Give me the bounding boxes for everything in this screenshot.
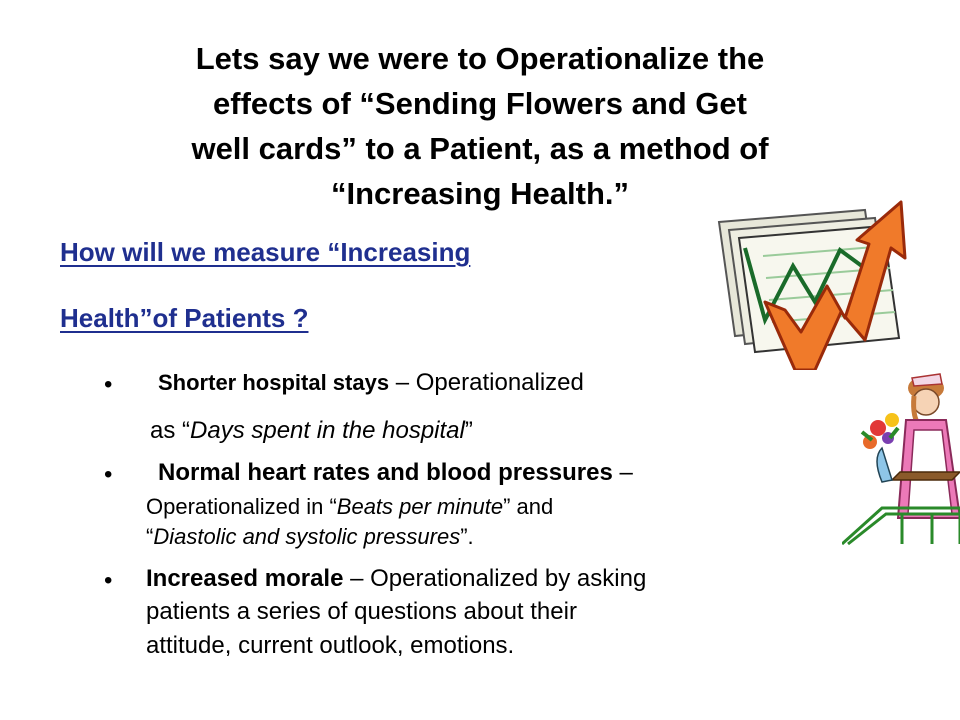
bullet-1-text: Operationalized — [415, 369, 584, 396]
bullet-3-line-3: attitude, current outlook, emotions. — [146, 632, 515, 659]
bullet-marker: • — [104, 371, 113, 398]
bullet-1-line-1 — [158, 369, 584, 397]
bullet-1-cont-pre: as “ — [150, 417, 191, 444]
bullet-2-l2-pre: Operationalized in “ — [146, 494, 337, 519]
bullet-2-line-1 — [158, 459, 633, 487]
bullet-1-cont-italic: Days spent in the hospital — [190, 417, 465, 444]
bullet-marker: • — [104, 567, 113, 594]
bullet-2-l3-italic: Diastolic and systolic pressures — [153, 524, 461, 549]
bullet-1-heading: Shorter hospital stays — [158, 370, 390, 395]
bullet-1-line-2 — [150, 417, 473, 445]
bullet-2-l3-post: ”. — [460, 524, 474, 549]
title-line-3: well cards” to a Patient, as a method of — [191, 131, 769, 166]
bullet-2-l2-post: ” and — [503, 494, 554, 519]
title-line-2: effects of “Sending Flowers and Get — [213, 86, 747, 121]
bullet-2-dash: – — [612, 459, 633, 486]
nurse-with-flowers-clipart-icon — [842, 368, 960, 546]
bullet-2-heading: Normal heart rates and blood pressures — [158, 459, 613, 486]
bullet-1-cont-post: ” — [464, 417, 473, 444]
subheading-link-line-1[interactable]: How will we measure “Increasing — [60, 237, 471, 267]
bullet-2-line-3 — [146, 524, 474, 550]
title-line-1: Lets say we were to Operationalize the — [195, 41, 765, 76]
bullet-2-l3-pre: “ — [146, 524, 154, 549]
bullet-2-line-2 — [146, 494, 553, 520]
title-line-4: “Increasing Health.” — [330, 176, 630, 211]
bullet-3-text: Operationalized by asking — [370, 565, 647, 592]
bullet-3-line-2: patients a series of questions about their — [146, 598, 577, 625]
chart-clipart-icon — [705, 200, 910, 370]
bullet-1-dash: – — [389, 369, 416, 396]
bullet-3-heading: Increased morale — [146, 565, 344, 592]
bullet-3-dash: – — [343, 565, 371, 592]
bullet-3-line-1 — [146, 565, 646, 593]
bullet-marker: • — [104, 461, 113, 488]
subheading-link-line-2[interactable]: Health”of Patients ? — [60, 303, 309, 333]
slide-title — [90, 36, 870, 216]
bullet-2-l2-italic: Beats per minute — [336, 494, 504, 519]
